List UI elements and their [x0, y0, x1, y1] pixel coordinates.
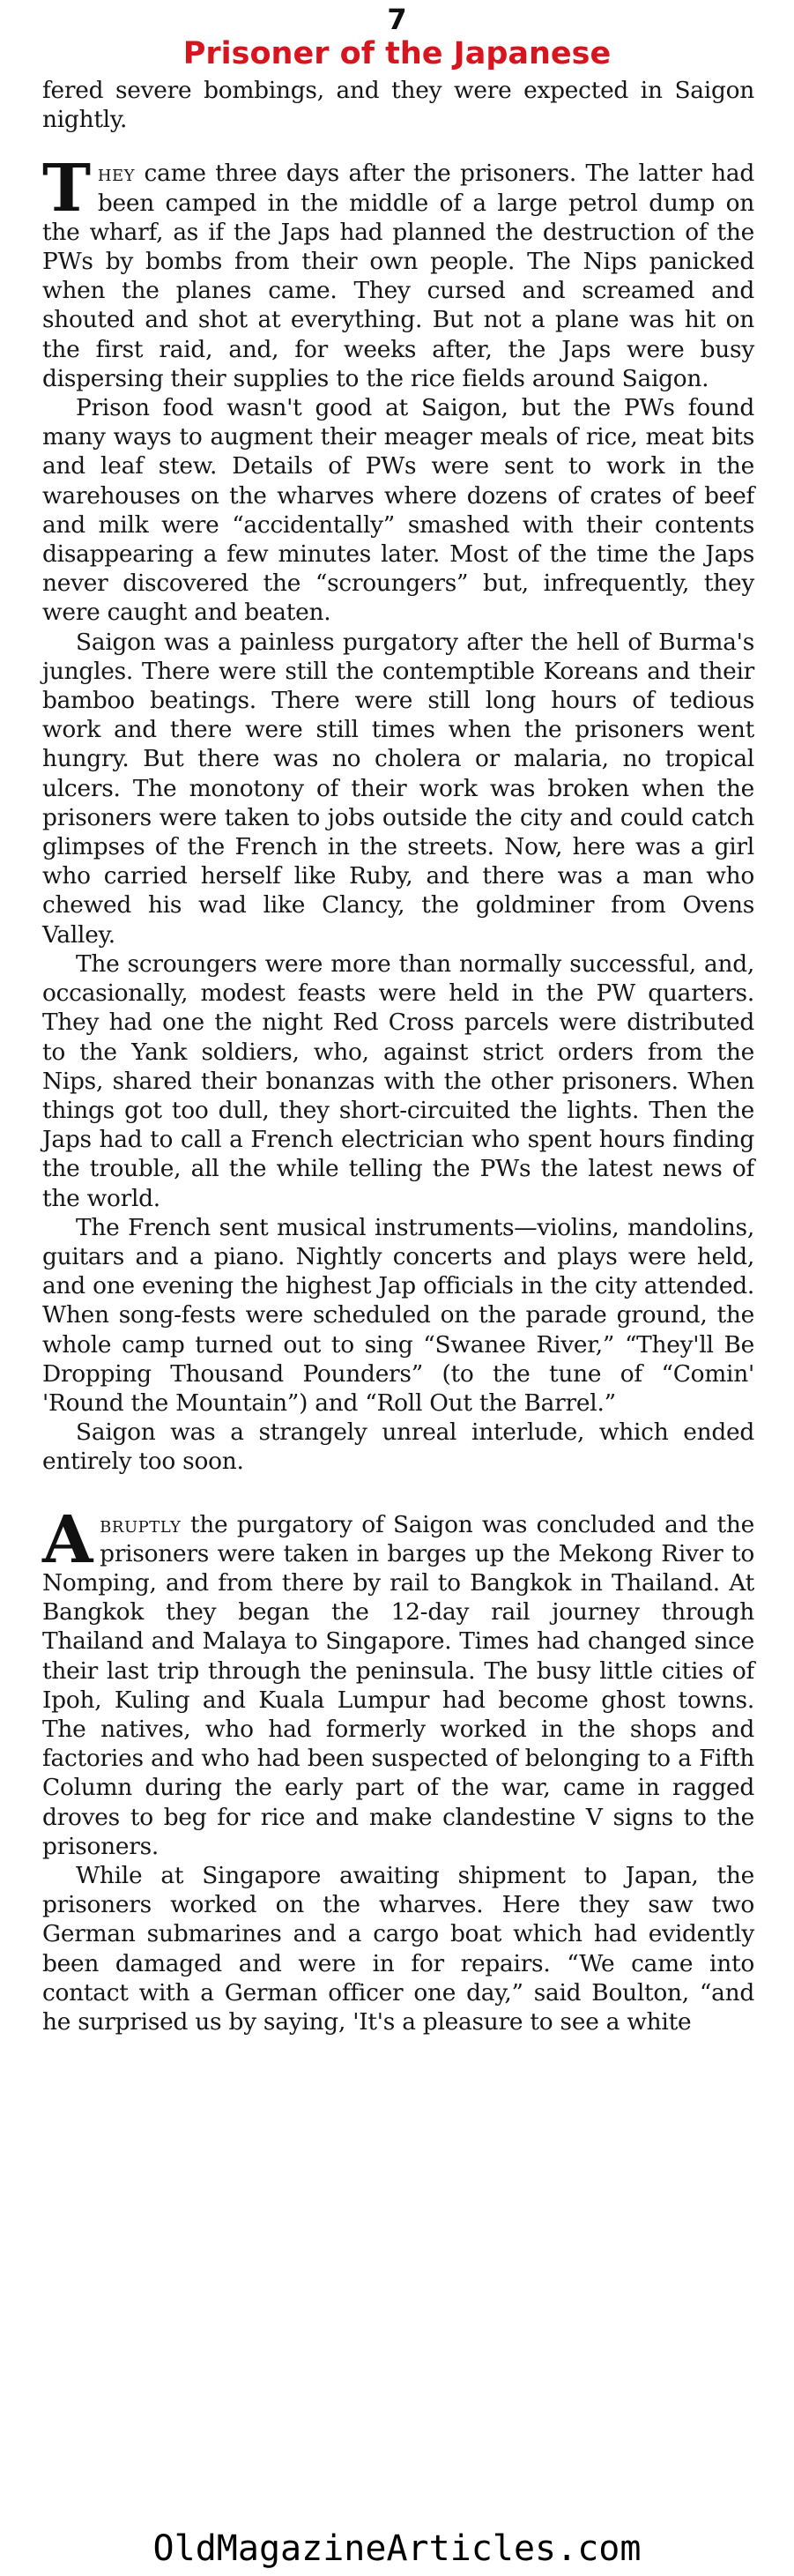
- page-title: Prisoner of the Japanese: [182, 36, 612, 71]
- paragraph-section-start: [42, 151, 754, 393]
- paragraph: Prison food wasn't good at Saigon, but the PWs found many ways to augment their meager meals of rice, meat bits and leaf stew. Details of PWs were sent to work in the warehouses on the wharves where dozens of crates of beef and milk were “accidentally” smashed with their contents disappearing a few minutes later. Most of the time the Japs never discovered the “scroungers” but, infrequently, they were caught and beaten.: [42, 394, 754, 627]
- lead-in-smallcaps: bruptly: [100, 1510, 182, 1538]
- paragraph-text: the purgatory of Saigon was concluded and the prisoners were taken in barges up the Mekong River to Nomping, and from there by rail to Bangkok in Thailand. At Bangkok they began the 12-day rail journey through Thailand and Malaya to Singapore. Times had changed since their last trip through the peninsula. The busy little cities of Ipoh, Kuling and Kuala Lumpur had become ghost towns. The natives, who had formerly worked in the shops and factories and who had been suspected of belonging to a Fifth Column during the early part of the war, came in ragged droves to beg for rice and make clandestine V signs to the prisoners.: [42, 1510, 754, 1860]
- paragraph: The French sent musical instruments—violins, mandolins, guitars and a piano. Nightly concerts and plays were held, and one evening the highest Jap officials in the city attended. When song-fests were scheduled on the parade ground, the whole camp turned out to sing “Swanee River,” “They'll Be Dropping Thousand Pounders” (to the tune of “Comin' 'Round the Mountain”) and “Roll Out the Barrel.”: [42, 1213, 754, 1417]
- drop-cap: T: [42, 151, 91, 227]
- paragraph: Saigon was a painless purgatory after the hell of Burma's jungles. There were still the contemptible Koreans and their bamboo beatings. There were still long hours of tedious work and there were still times when the prisoners went hungry. But there was no cholera or malaria, no tropical ulcers. The monotony of their work was broken when the prisoners were taken to jobs outside the city and could catch glimpses of the French in the streets. Now, here was a girl who carried herself like Ruby, and there was a man who chewed his wad like Clancy, the goldminer from Ovens Valley.: [42, 628, 754, 949]
- lead-in-smallcaps: hey: [97, 160, 136, 188]
- paragraph: While at Singapore awaiting shipment to Japan, the prisoners worked on the wharves. Here they saw two German submarines and a cargo boat which had evidently been damaged and were in for repairs. “We came into contact with a German officer one day,” said Boulton, “and he surprised us by saying, 'It's a pleasure to see a white: [42, 1861, 754, 2036]
- paragraph: Saigon was a strangely unreal interlude, which ended entirely too soon.: [42, 1418, 754, 1476]
- paragraph-continued: fered severe bombings, and they were expected in Saigon nightly.: [42, 77, 754, 134]
- drop-cap: A: [42, 1501, 93, 1578]
- article-body: [42, 76, 754, 2036]
- site-footer: OldMagazineArticles.com: [152, 2528, 642, 2569]
- paragraph-text: came three days after the prisoners. The latter had been camped in the middle of a large petrol dump on the wharf, as if the Japs had planned the destruction of the PWs by bombs from their own people. The Nips panicked when the planes came. They cursed and screamed and shouted and shot at everything. But not a plane was hit on the first raid, and, for weeks after, the Japs were busy dispersing their supplies to the rice fields around Saigon.: [42, 160, 754, 392]
- page-number: 7: [387, 3, 407, 36]
- paragraph: The scroungers were more than normally successful, and, occasionally, modest feasts were held in the PW quarters. They had one the night Red Cross parcels were distributed to the Yank soldiers, who, against strict orders from the Nips, shared their bonanzas with the other prisoners. When things got too dull, they short-circuited the lights. Then the Japs had to call a French electrician who spent hours finding the trouble, all the while telling the PWs the latest news of the world.: [42, 949, 754, 1212]
- paragraph-section-start: [42, 1501, 754, 1861]
